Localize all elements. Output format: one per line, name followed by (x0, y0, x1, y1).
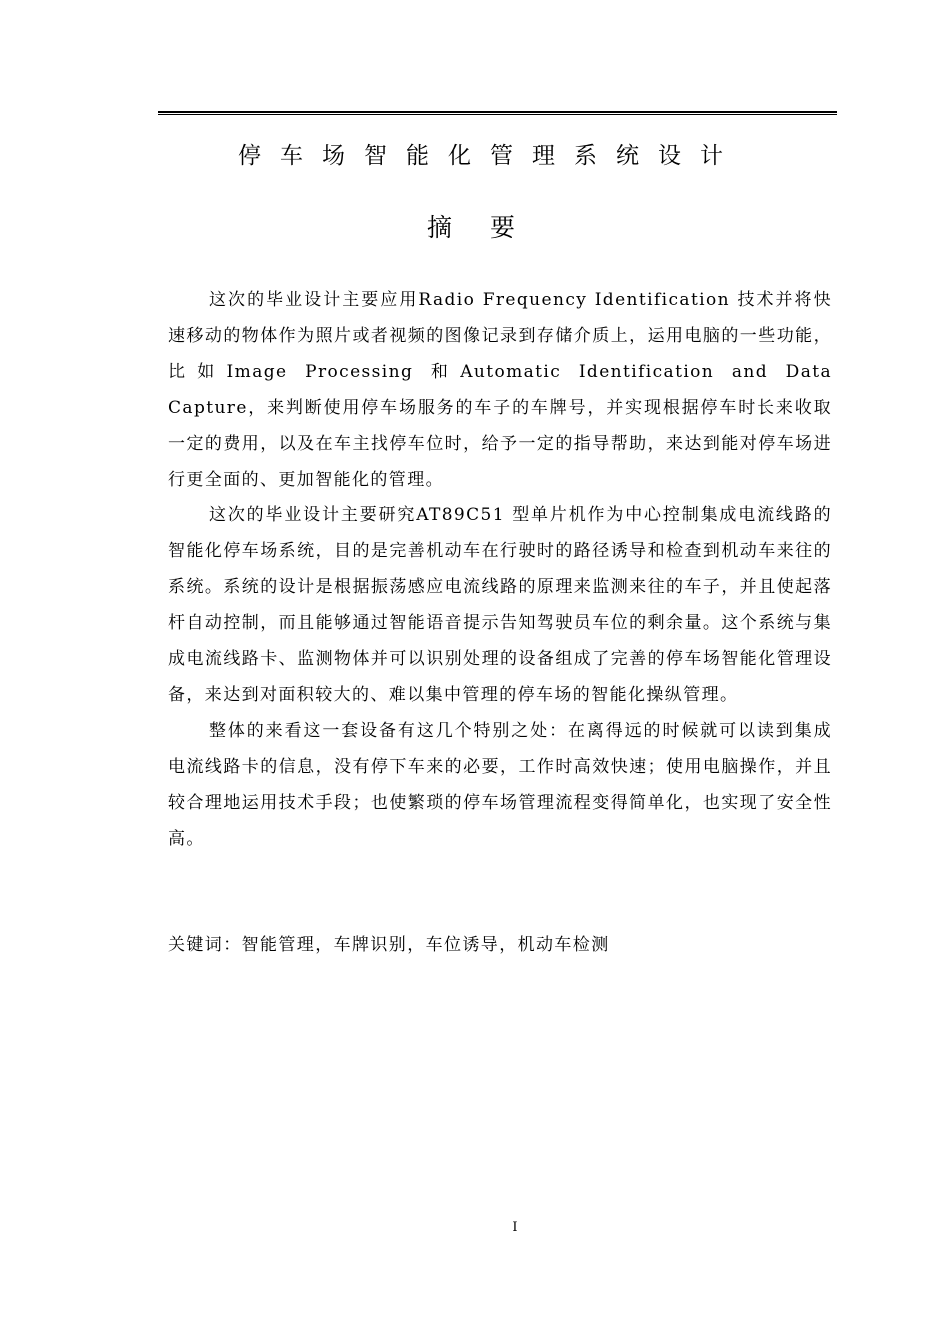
abstract-paragraph-3: 整体的来看这一套设备有这几个特别之处：在离得远的时候就可以读到集成电流线路卡的信息，没有停下车来的必要，工作时高效快速；使用电脑操作，并且较合理地运用技术手段；也使繁琐的停车场管理流程变得简单化，也实现了安全性高。 (168, 720, 832, 849)
keywords-line (168, 927, 610, 963)
header-rule (158, 111, 837, 115)
keywords-text: 智能管理，车牌识别，车位诱导，机动车检测 (241, 935, 610, 955)
abstract-heading: 摘要 (426, 213, 553, 242)
page-number: I (512, 1220, 518, 1235)
abstract-paragraph-2: 这次的毕业设计主要研究AT89C51 型单片机作为中心控制集成电流线路的智能化停车场系统，目的是完善机动车在行驶时的路径诱导和检查到机动车来往的系统。系统的设计是根据振荡感应电流线路的原理来监测来往的车子，并且使起落杆自动控制，而且能够通过智能语音提示告知驾驶员车位的剩余量。这个系统与集成电流线路卡、监测物体并可以识别处理的设备组成了完善的停车场智能化管理设备，来达到对面积较大的、难以集中管理的停车场的智能化操纵管理。 (168, 505, 832, 705)
document-title: 停车场智能化管理系统设计 (238, 143, 742, 169)
abstract-body (168, 283, 832, 858)
keywords-label: 关键词： (168, 935, 242, 955)
abstract-paragraph-1: 这次的毕业设计主要应用Radio Frequency Identification 技术并将快速移动的物体作为照片或者视频的图像记录到存储介质上，运用电脑的一些功能，比如Image Processing 和Automatic Identification and Data Capture，来判断使用停车场服务的车子的车牌号，并实现根据停车时长来收取一定的费用，以及在车主找停车位时，给予一定的指导帮助，来达到能对停车场进行更全面的、更加智能化的管理。 (168, 290, 832, 490)
